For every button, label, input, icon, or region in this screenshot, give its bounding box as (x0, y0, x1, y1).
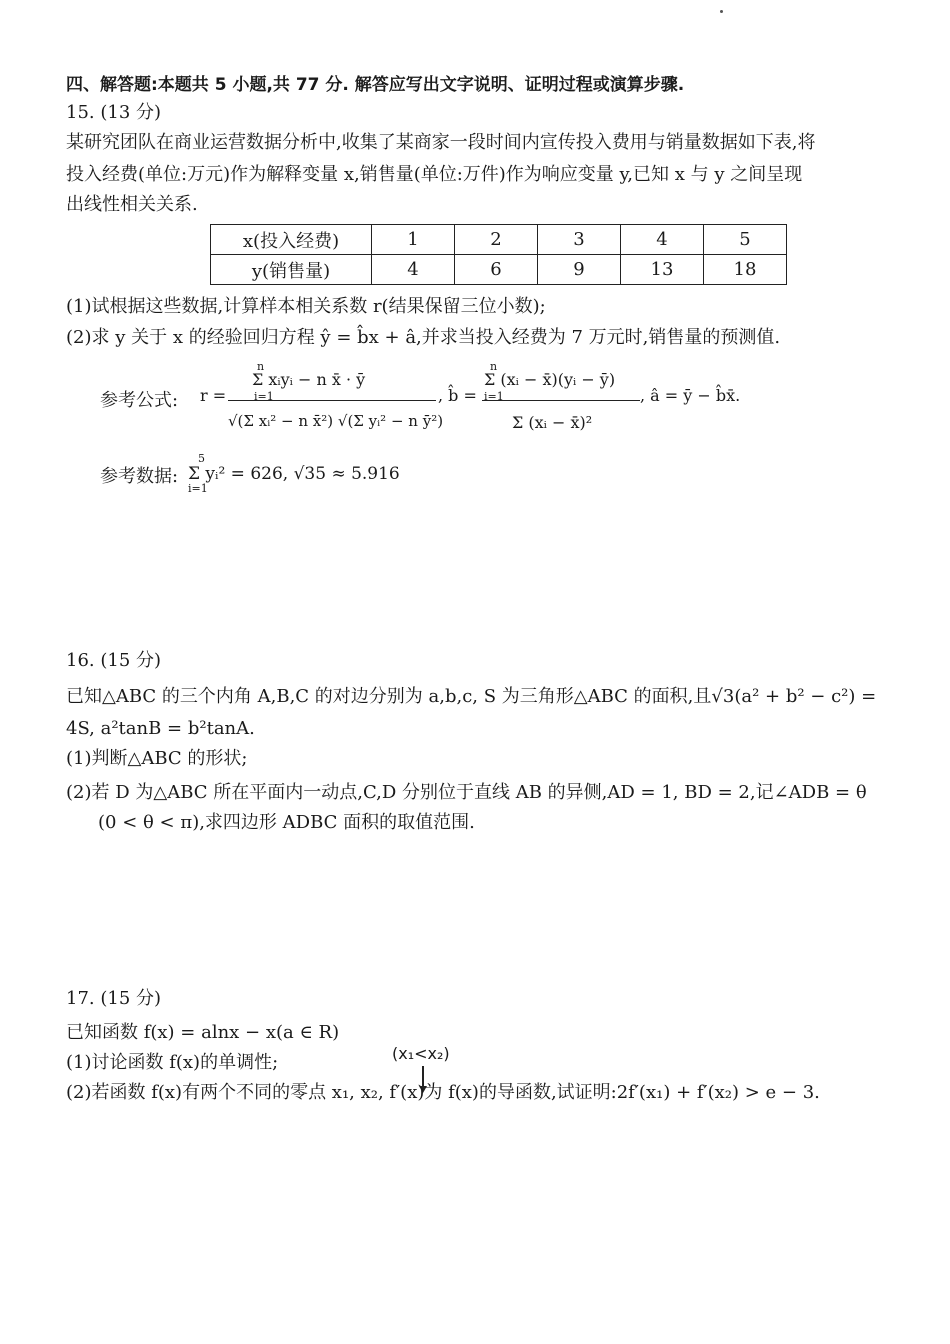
q16-heading: 16. (15 分) (66, 650, 162, 671)
r-denominator: √(Σ xᵢ² − n x̄²) √(Σ yᵢ² − n ȳ²) (228, 412, 444, 430)
q17-heading: 17. (15 分) (66, 988, 162, 1009)
table-cell-y3: 9 (538, 255, 621, 285)
data-sum-bottom: i=1 (188, 482, 208, 495)
r-num-sum-top: n (257, 360, 265, 373)
r-numerator: Σ xᵢyᵢ − n x̄ · ȳ (252, 370, 366, 389)
table-row-x (211, 225, 787, 255)
table-row-y (211, 255, 787, 285)
table-cell-x1: 1 (372, 225, 455, 255)
q17-part-1: (1)讨论函数 f(x)的单调性; (66, 1052, 279, 1073)
q15-intro-line-3: 出线性相关关系. (66, 194, 198, 215)
b-fraction-bar (482, 400, 640, 401)
table-cell-y2: 6 (455, 255, 538, 285)
data-sum-top: 5 (198, 452, 205, 465)
table-cell-x4: 4 (621, 225, 704, 255)
q15-data-table (210, 224, 787, 285)
table-cell-y1: 4 (372, 255, 455, 285)
a-hat-formula: , â = ȳ − b̂x̄. (640, 386, 741, 405)
table-cell-x5: 5 (704, 225, 787, 255)
b-denominator: Σ (xᵢ − x̄)² (512, 413, 593, 432)
table-header-y: y(销售量) (211, 255, 372, 285)
q16-line-1: 已知△ABC 的三个内角 A,B,C 的对边分别为 a,b,c, S 为三角形△ABC 的面积,且√3(a² + b² − c²) = (66, 686, 877, 707)
data-label: 参考数据: (100, 466, 179, 487)
q15-intro-line-1: 某研究团队在商业运营数据分析中,收集了某商家一段时间内宣传投入费用与销量数据如下表,将 (66, 132, 816, 153)
table-cell-x3: 3 (538, 225, 621, 255)
q15-heading: 15. (13 分) (66, 102, 162, 123)
table-cell-x2: 2 (455, 225, 538, 255)
q16-part-1: (1)判断△ABC 的形状; (66, 748, 248, 769)
data-values: Σ yᵢ² = 626, √35 ≈ 5.916 (188, 464, 400, 484)
handwritten-annotation: (x₁<x₂) (392, 1044, 450, 1063)
r-num-sum-bottom: i=1 (254, 390, 274, 403)
q15-part-2: (2)求 y 关于 x 的经验回归方程 ŷ = b̂x + â,并求当投入经费为 7 万元时,销售量的预测值. (66, 327, 781, 348)
q15-intro-line-2: 投入经费(单位:万元)作为解释变量 x,销售量(单位:万件)作为响应变量 y,已知 x 与 y 之间呈现 (66, 164, 803, 185)
table-cell-y5: 18 (704, 255, 787, 285)
section-title: 四、解答题:本题共 5 小题,共 77 分. 解答应写出文字说明、证明过程或演算步骤. (66, 75, 685, 95)
q15-part-1: (1)试根据这些数据,计算样本相关系数 r(结果保留三位小数); (66, 296, 546, 317)
table-cell-y4: 13 (621, 255, 704, 285)
q17-line-1: 已知函数 f(x) = alnx − x(a ∈ R) (66, 1022, 340, 1043)
b-num-sum-top: n (490, 360, 498, 373)
formula-label: 参考公式: (100, 390, 179, 411)
q16-part-2-line-1: (2)若 D 为△ABC 所在平面内一动点,C,D 分别位于直线 AB 的异侧,AD = 1, BD = 2,记∠ADB = θ (66, 782, 867, 803)
r-fraction-bar (228, 400, 436, 401)
q16-line-2: 4S, a²tanB = b²tanA. (66, 718, 255, 739)
scan-speck (720, 10, 723, 13)
b-equals: , b̂ = (438, 386, 477, 405)
b-numerator: Σ (xᵢ − x̄)(yᵢ − ȳ) (484, 370, 616, 389)
table-header-x: x(投入经费) (211, 225, 372, 255)
q16-part-2-line-2: (0 < θ < π),求四边形 ADBC 面积的取值范围. (98, 812, 475, 833)
b-num-sum-bottom: i=1 (484, 390, 504, 403)
r-equals: r = (200, 386, 227, 405)
q17-part-2: (2)若函数 f(x)有两个不同的零点 x₁, x₂, f′(x)为 f(x)的导函数,试证明:2f′(x₁) + f′(x₂) > e − 3. (66, 1082, 820, 1103)
